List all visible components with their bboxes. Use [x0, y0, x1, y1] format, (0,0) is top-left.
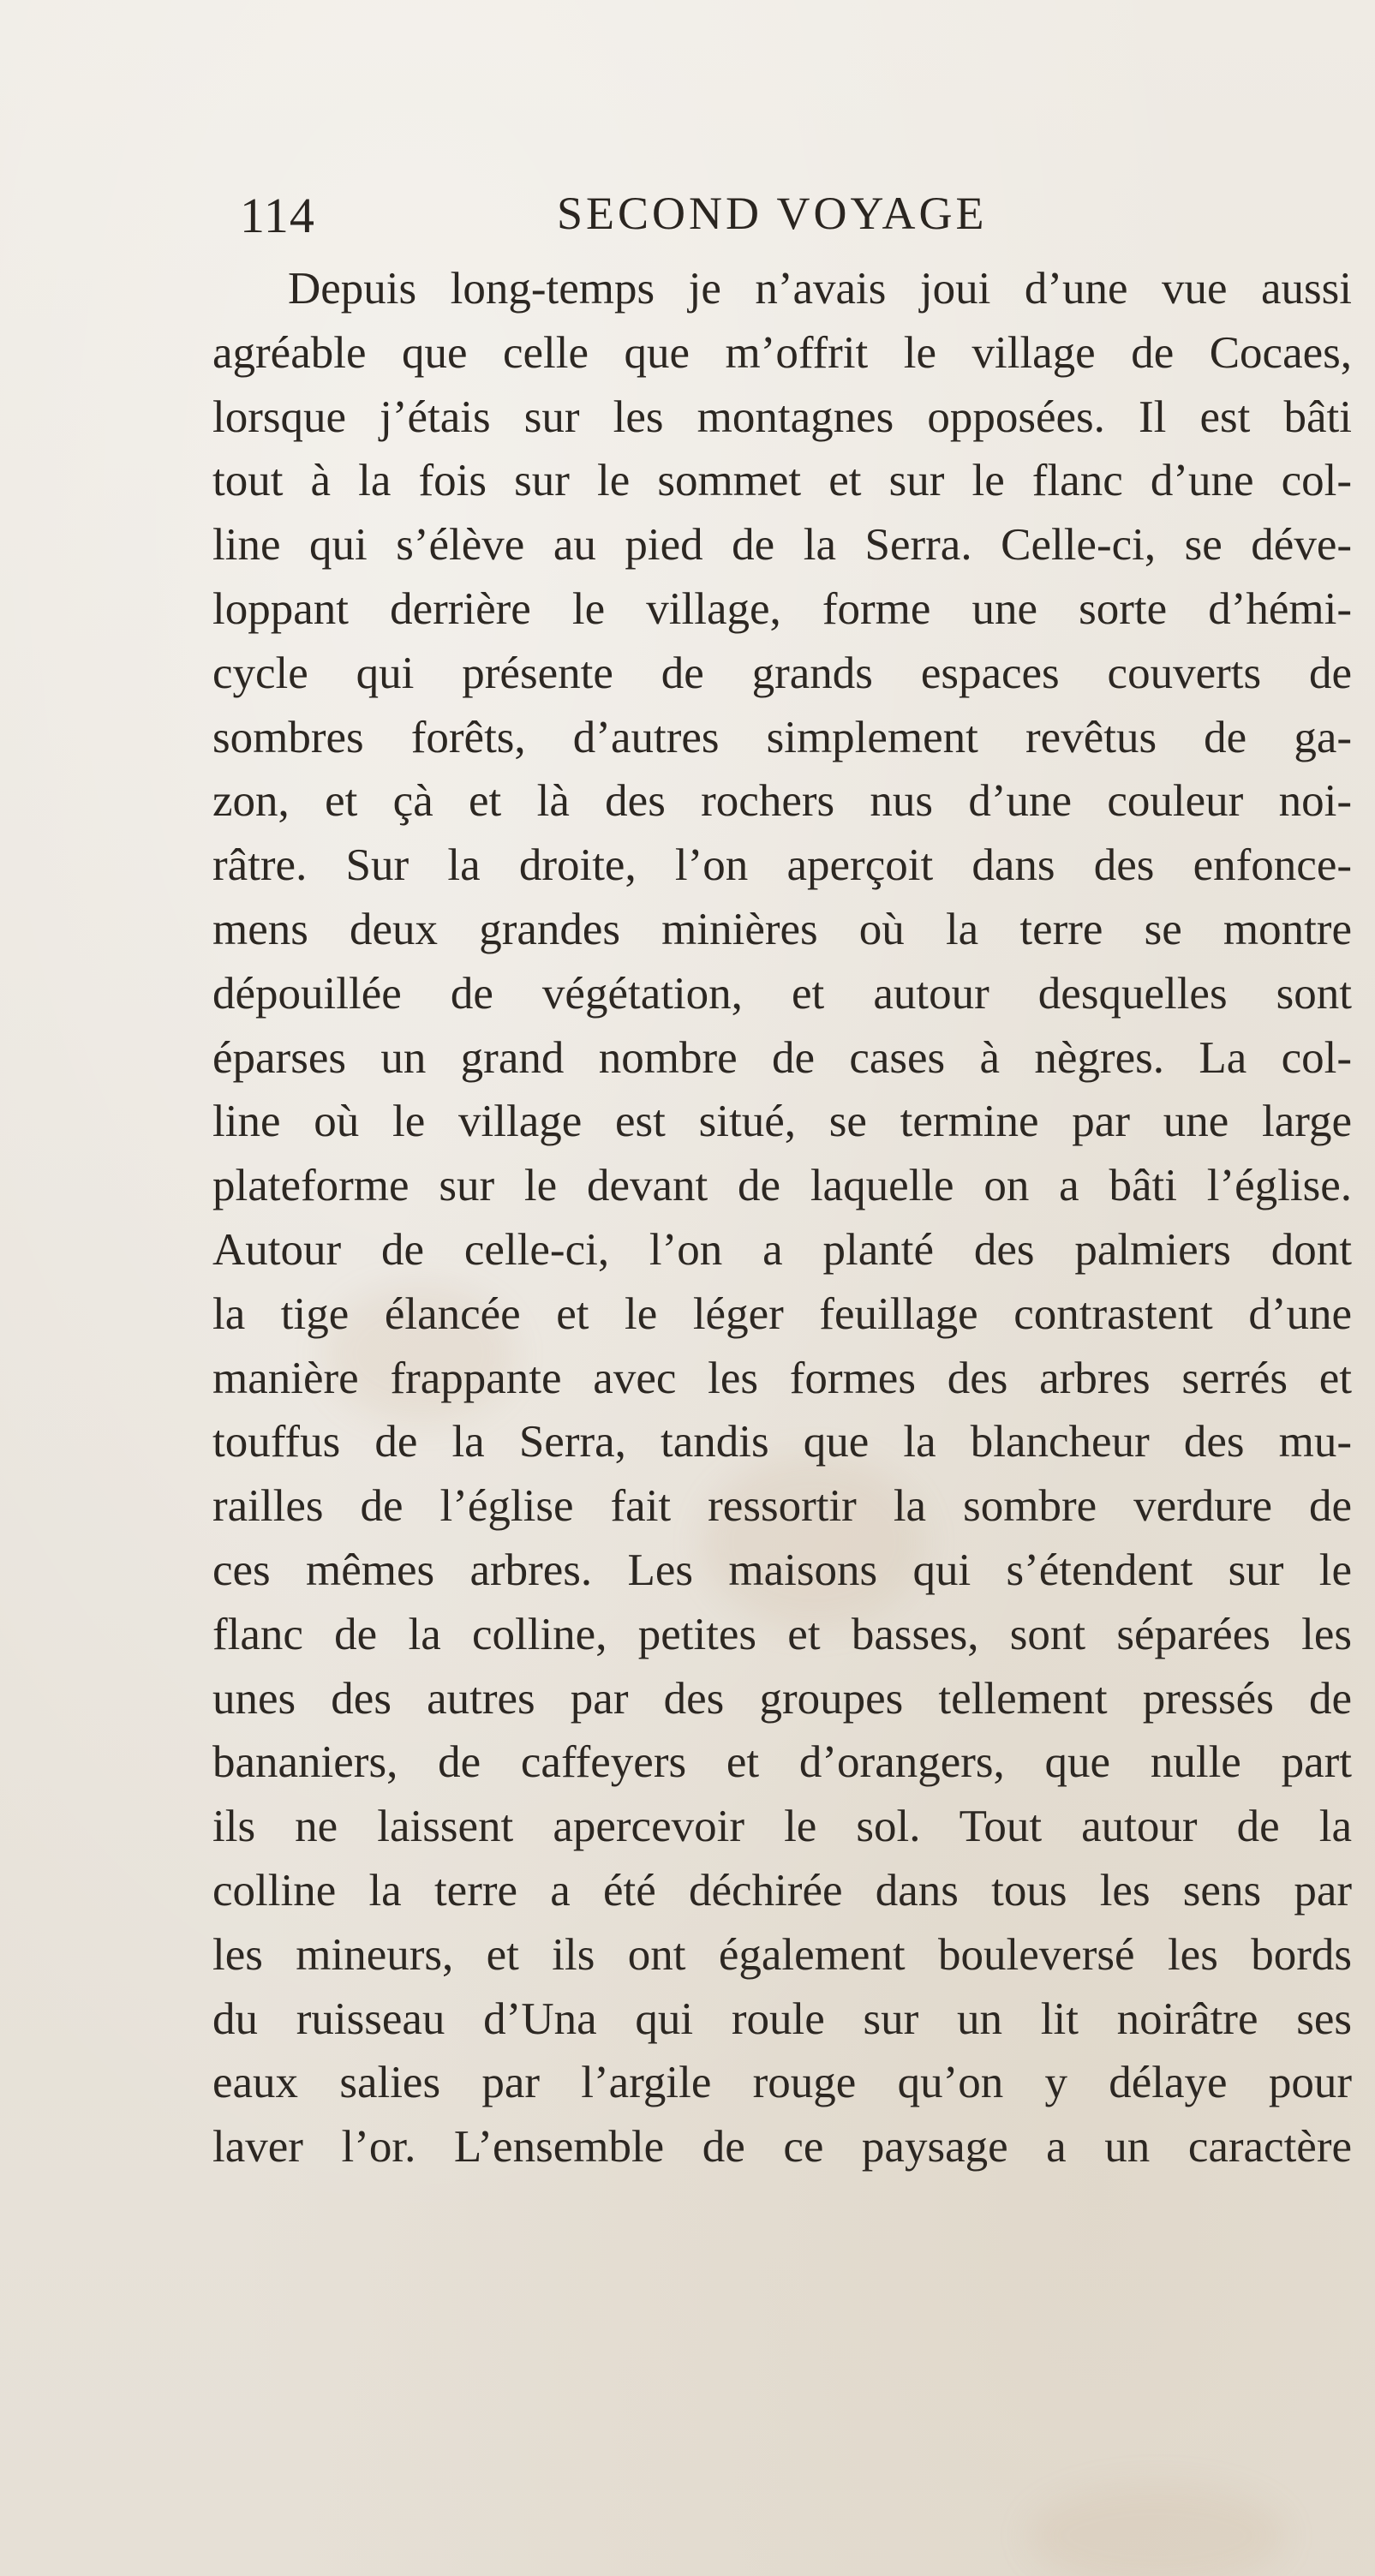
text-line: bananiers, de caffeyers et d’orangers, que nulle part [212, 1737, 1352, 1788]
text-line: dépouillée de végétation, et autour desquelles sont [212, 968, 1352, 1019]
text-line: du ruisseau d’Una qui roule sur un lit noirâtre ses [212, 1993, 1352, 2044]
text-line: zon, et çà et là des rochers nus d’une couleur noi- [212, 776, 1352, 827]
text-line: ces mêmes arbres. Les maisons qui s’étendent sur le [212, 1545, 1352, 1595]
text-line: sombres forêts, d’autres simplement revêtus de ga- [212, 712, 1352, 762]
text-line: la tige élancée et le léger feuillage contrastent d’une [212, 1288, 1352, 1339]
running-title: SECOND VOYAGE [557, 188, 988, 239]
text-line: touffus de la Serra, tandis que la blancheur des mu- [212, 1417, 1352, 1467]
body-paragraph [212, 257, 1352, 2179]
text-line: line où le village est situé, se termine par une large [212, 1097, 1352, 1147]
text-line: tout à la fois sur le sommet et sur le flanc d’une col- [212, 456, 1352, 506]
text-line: colline la terre a été déchirée dans tous les sens par [212, 1865, 1352, 1916]
text-line: agréable que celle que m’offrit le village de Cocaes, [212, 327, 1352, 378]
text-line: unes des autres par des groupes tellement pressés de [212, 1673, 1352, 1724]
text-line: les mineurs, et ils ont également bouleversé les bords [212, 1929, 1352, 1980]
text-line: laver l’or. L’ensemble de ce paysage a un caractère [212, 2122, 1352, 2173]
paper-stain [1028, 2484, 1285, 2576]
text-line: eaux salies par l’argile rouge qu’on y délaye pour [212, 2058, 1352, 2108]
text-line: Autour de celle-ci, l’on a planté des palmiers dont [212, 1224, 1352, 1275]
text-line: mens deux grandes minières où la terre se montre [212, 904, 1352, 954]
text-line: plateforme sur le devant de laquelle on a bâti l’église. [212, 1161, 1352, 1211]
text-line: loppant derrière le village, forme une sorte d’hémi- [212, 583, 1352, 634]
text-line: lorsque j’étais sur les montagnes opposées. Il est bâti [212, 391, 1352, 442]
text-line: Depuis long-temps je n’avais joui d’une vue aussi [288, 264, 1352, 314]
text-line: éparses un grand nombre de cases à nègres. La col- [212, 1032, 1352, 1083]
text-line: râtre. Sur la droite, l’on aperçoit dans des enfonce- [212, 840, 1352, 891]
text-line: flanc de la colline, petites et basses, sont séparées les [212, 1609, 1352, 1659]
text-line: manière frappante avec les formes des arbres serrés et [212, 1353, 1352, 1403]
page-number: 114 [240, 188, 315, 243]
text-line: ils ne laissent apercevoir le sol. Tout autour de la [212, 1802, 1352, 1852]
text-line: railles de l’église fait ressortir la sombre verdure de [212, 1481, 1352, 1532]
text-line: line qui s’élève au pied de la Serra. Celle-ci, se déve- [212, 520, 1352, 571]
running-head [231, 187, 1114, 247]
text-line: cycle qui présente de grands espaces couverts de [212, 648, 1352, 698]
